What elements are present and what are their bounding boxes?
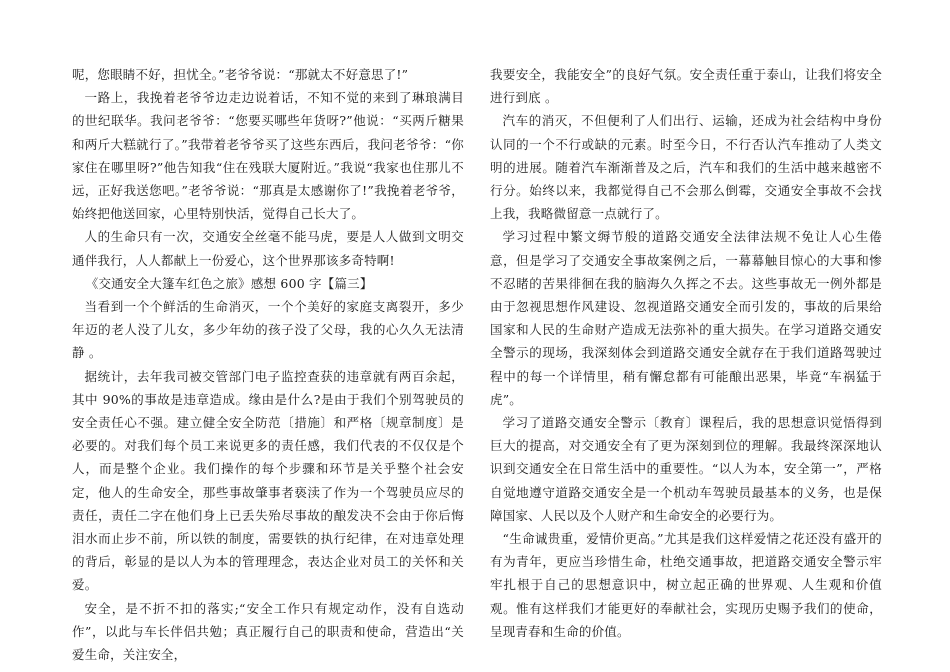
paragraph: 学习过程中繁文缛节般的道路交通安全法律法规不免让人心生倦意，但是学习了交通安全事故案例之后，一幕幕触目惊心的大事和惨不忍睹的苦果徘徊在我的脑海久久挥之不去。这些事故无一例外都是由于忽视思想作风建设、忽视道路交通安全而引发的，事故的后果给国家和人民的生命财产造成无法弥补的重大损失。在学习道路交通安全警示的现场，我深刻体会到道路交通安全就存在于我们道路驾驶过程中的每一个详情里，稍有懈怠都有可能酿出恶果，毕竟“车祸猛于虎”。 <box>490 229 882 407</box>
section-heading: 《交通安全大篷车红色之旅》感想 600 字【篇三】 <box>85 275 373 291</box>
right-text-column <box>490 63 882 643</box>
left-text-column <box>72 63 464 666</box>
paragraph: 据统计，去年我司被交管部门电子监控查获的违章就有两百余起，其中 90%的事故是违章造成。缘由是什么?是由于我们个别驾驶员的安全责任心不强。建立健全安全防范〔措施〕和严格〔规章制度〕是必要的。对我们每个员工来说更多的责任感，我们代表的不仅仅是个人，而是整个企业。我们操作的每个步骤和环节是关乎整个社会安定，他人的生命安全，那些事故肇事者亵渎了作为一个驾驶员应尽的责任，责任二字在他们身上已丢失殆尽事故的酿发决不会由于你后悔泪水而止步不前，所以铁的制度，需要铁的执行纪律，在对违章处理的背后，彰显的是以人为本的管理理念，表达企业对员工的关怀和关爱。 <box>72 368 464 593</box>
paragraph: “生命诚贵重，爱情价更高。”尤其是我们这样爱情之花还没有盛开的有为青年，更应当珍惜生命，杜绝交通事故，把道路交通安全警示牢牢扎根于自己的思想意识中，树立起正确的世界观、人生观和价值观。惟有这样我们才能更好的奉献社会，实现历史赐予我们的使命，呈现青春和生命的价值。 <box>490 531 882 639</box>
paragraph: 一路上，我挽着老爷爷边走边说着话，不知不觉的来到了琳琅满目的世纪联华。我问老爷爷：“您要买哪些年货呀?”他说：“买两斤糖果和两斤大糕就行了。”我带着老爷爷买了这些东西后，我问老爷爷：“你家住在哪里呀?”他告知我“住在残联大厦附近。”我说“我家也住那儿不远，正好我送您吧。”老爷爷说：“那真是太感谢你了!”我挽着老爷爷，始终把他送回家，心里特别快活，觉得自己长大了。 <box>72 90 464 222</box>
paragraph: 呢，您眼睛不好，担忧全。”老爷爷说：“那就太不好意思了!” <box>72 67 409 82</box>
paragraph: 人的生命只有一次，交通安全丝毫不能马虎，要是人人做到文明交通伴我行，人人都献上一份爱心，这个世界那该多奇特啊! <box>72 229 464 268</box>
paragraph: 安全，是不折不扣的落实;“安全工作只有规定动作，没有自选动作”，以此与车长伴侣共勉；真正履行自己的职责和使命，营造出“关爱生命，关注安全， <box>72 600 464 663</box>
paragraph: 汽车的消灭，不但便利了人们出行、运输，还成为社会结构中身份认同的一个不行或缺的元素。时至今日，不行否认汽车推动了人类文明的进展。随着汽车渐渐普及之后，汽车和我们的生活中越来越密不行分。始终以来，我都觉得自己不会那么倒霉，交通安全事故不会找上我，我略微留意一点就行了。 <box>490 113 882 222</box>
paragraph: 当看到一个个鲜活的生命消灭，一个个美好的家庭支离裂开，多少年迈的老人没了儿女，多少年幼的孩子没了父母，我的心久久无法清静 。 <box>72 299 464 361</box>
paragraph: 学习了道路交通安全警示〔教育〕课程后，我的思想意识觉悟得到巨大的提高，对交通安全有了更为深刻到位的理解。我最终深深地认识到交通安全在日常生活中的重要性。“以人为本，安全第一”，严格自觉地遵守道路交通安全是一个机动车驾驶员最基本的义务，也是保障国家、人民以及个人财产和生命安全的必要行为。 <box>490 415 882 523</box>
paragraph: 我要安全，我能安全”的良好气氛。安全责任重于泰山，让我们将安全进行到底 。 <box>490 67 882 106</box>
